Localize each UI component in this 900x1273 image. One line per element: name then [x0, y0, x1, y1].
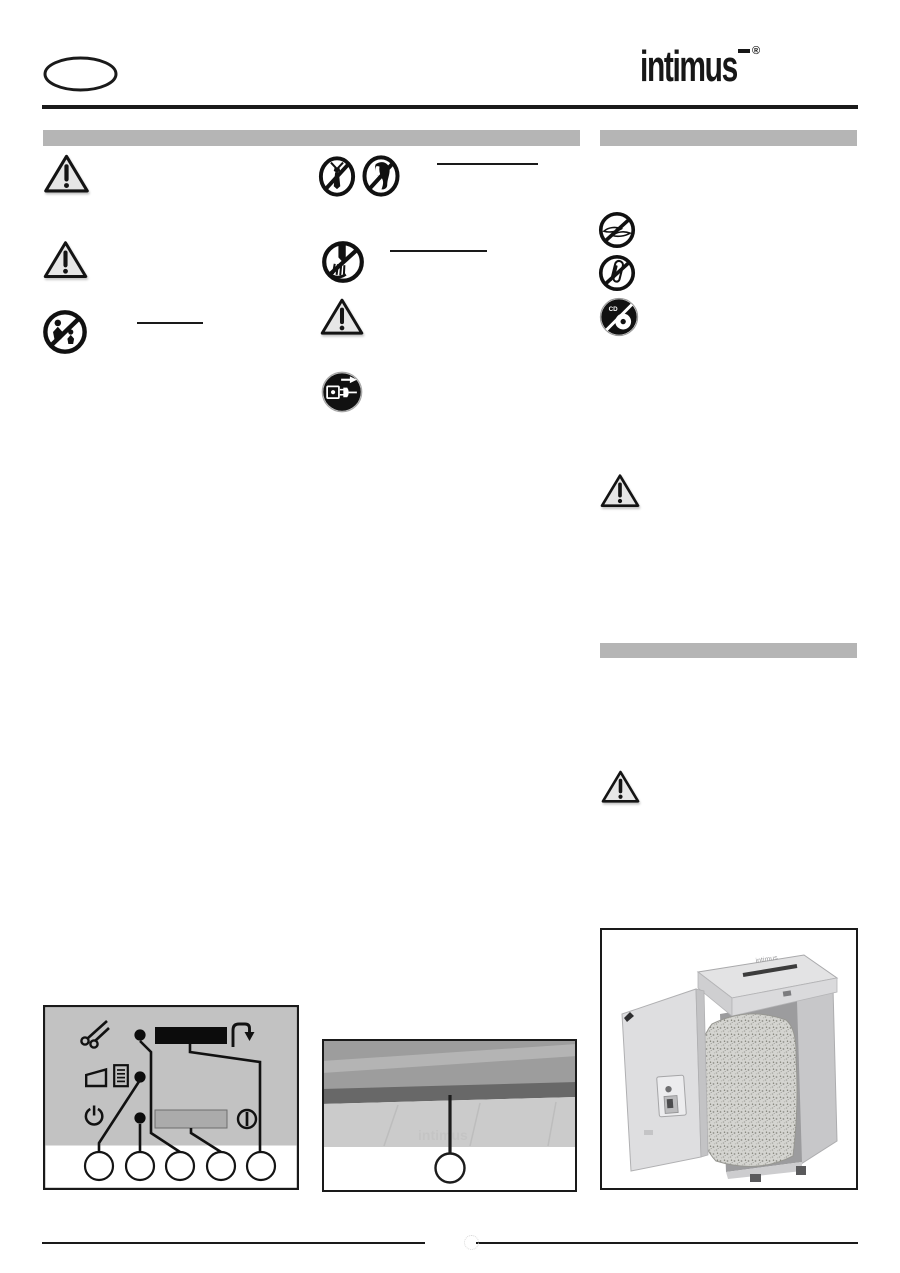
- no-neckties-icon: [318, 156, 356, 197]
- no-paperclips-icon: [598, 254, 636, 292]
- logo-s-bar: [738, 49, 750, 53]
- cabinet-side: [795, 988, 837, 1164]
- svg-text:intimus: intimus: [755, 954, 779, 965]
- power-led: [134, 1112, 145, 1123]
- underline: [137, 322, 203, 324]
- callout-circle: [126, 1152, 154, 1180]
- feed-opening-figure: [322, 1039, 577, 1192]
- forward-button: [155, 1027, 227, 1044]
- underline: [437, 163, 538, 165]
- embossed-mark: intimus: [418, 1127, 468, 1143]
- language-badge-oval: [43, 56, 118, 92]
- header-rule: [42, 105, 858, 109]
- no-children-icon: [42, 309, 88, 355]
- callout-circle: [85, 1152, 113, 1180]
- section-bar-right-middle: [600, 643, 857, 658]
- paper-jam-led: [134, 1029, 145, 1040]
- callout-circle: [247, 1152, 275, 1180]
- control-panel-figure: [43, 1005, 299, 1190]
- brand-logo: [640, 42, 770, 91]
- warning-triangle-icon: [43, 154, 90, 194]
- registered-trademark: ®: [752, 45, 761, 57]
- warning-triangle-icon: [600, 472, 640, 510]
- warning-triangle-icon: [601, 769, 640, 805]
- shredder-photo: [600, 928, 858, 1190]
- svg-text:CD: CD: [608, 306, 618, 314]
- callout-circle: [207, 1152, 235, 1180]
- section-bar-right-top: [600, 130, 857, 146]
- brand-logo-text: intimus: [640, 42, 737, 91]
- no-knives-icon: [598, 211, 636, 249]
- door-lock-panel: [657, 1075, 687, 1117]
- shred-bag: [698, 1014, 797, 1167]
- onoff-button: [155, 1110, 227, 1128]
- no-reaching-in-icon: [321, 240, 365, 284]
- warning-triangle-icon: [320, 297, 364, 337]
- footer-page-mark: [464, 1235, 479, 1250]
- footer-rule-left: [42, 1242, 425, 1244]
- footer-rule-right: [476, 1242, 858, 1244]
- underline: [390, 250, 487, 252]
- callout-circle: [436, 1154, 465, 1183]
- no-loose-hair-icon: [361, 155, 401, 197]
- no-cds-icon: [599, 297, 639, 337]
- callout-circle: [166, 1152, 194, 1180]
- warning-triangle-icon: [43, 240, 88, 280]
- disconnect-plug-icon: [321, 371, 363, 413]
- section-bar-left: [43, 130, 580, 146]
